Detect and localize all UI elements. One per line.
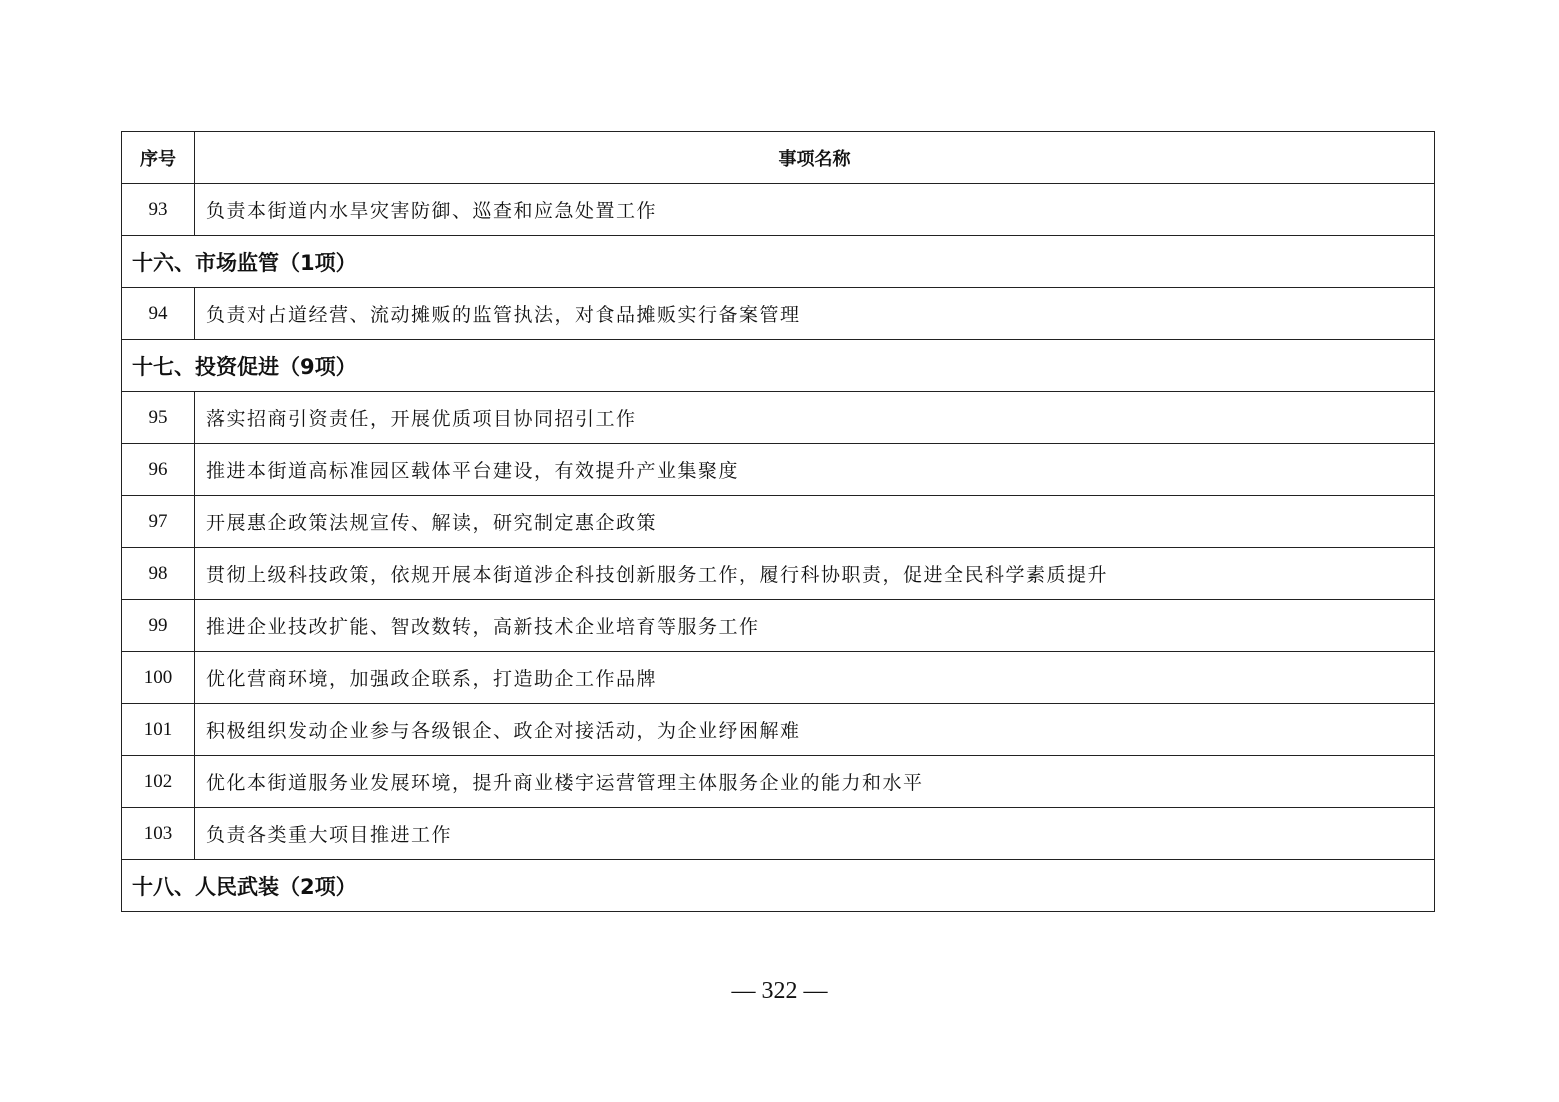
row-number: 93 [122,184,195,236]
table-body [122,184,1435,912]
row-item-name: 优化营商环境，加强政企联系，打造助企工作品牌 [195,652,1435,704]
table-row [122,288,1435,340]
row-number: 98 [122,548,195,600]
table-row [122,756,1435,808]
row-number: 99 [122,600,195,652]
table-row [122,600,1435,652]
row-number: 97 [122,496,195,548]
section-title: 十七、投资促进（9项） [122,340,1435,392]
row-number: 101 [122,704,195,756]
header-item-name: 事项名称 [195,132,1435,184]
section-title: 十八、人民武装（2项） [122,860,1435,912]
row-number: 103 [122,808,195,860]
table-row [122,704,1435,756]
row-item-name: 开展惠企政策法规宣传、解读，研究制定惠企政策 [195,496,1435,548]
table-row [122,496,1435,548]
row-item-name: 积极组织发动企业参与各级银企、政企对接活动，为企业纾困解难 [195,704,1435,756]
row-item-name: 落实招商引资责任，开展优质项目协同招引工作 [195,392,1435,444]
page-number: — 322 — [731,978,828,1004]
table-row [122,548,1435,600]
row-item-name: 推进本街道高标准园区载体平台建设，有效提升产业集聚度 [195,444,1435,496]
table-row [122,652,1435,704]
row-item-name: 推进企业技改扩能、智改数转，高新技术企业培育等服务工作 [195,600,1435,652]
row-item-name: 贯彻上级科技政策，依规开展本街道涉企科技创新服务工作，履行科协职责，促进全民科学素质提升 [195,548,1435,600]
row-number: 100 [122,652,195,704]
table-row [122,444,1435,496]
table-row [122,184,1435,236]
table-row [122,808,1435,860]
header-serial-number: 序号 [122,132,195,184]
row-item-name: 负责各类重大项目推进工作 [195,808,1435,860]
table-row [122,392,1435,444]
section-row [122,236,1435,288]
items-table [121,131,1435,912]
table-header-row [122,132,1435,184]
row-item-name: 负责本街道内水旱灾害防御、巡查和应急处置工作 [195,184,1435,236]
row-item-name: 优化本街道服务业发展环境，提升商业楼宇运营管理主体服务企业的能力和水平 [195,756,1435,808]
section-title: 十六、市场监管（1项） [122,236,1435,288]
section-row [122,340,1435,392]
row-number: 95 [122,392,195,444]
row-number: 94 [122,288,195,340]
row-number: 96 [122,444,195,496]
row-number: 102 [122,756,195,808]
section-row [122,860,1435,912]
row-item-name: 负责对占道经营、流动摊贩的监管执法，对食品摊贩实行备案管理 [195,288,1435,340]
